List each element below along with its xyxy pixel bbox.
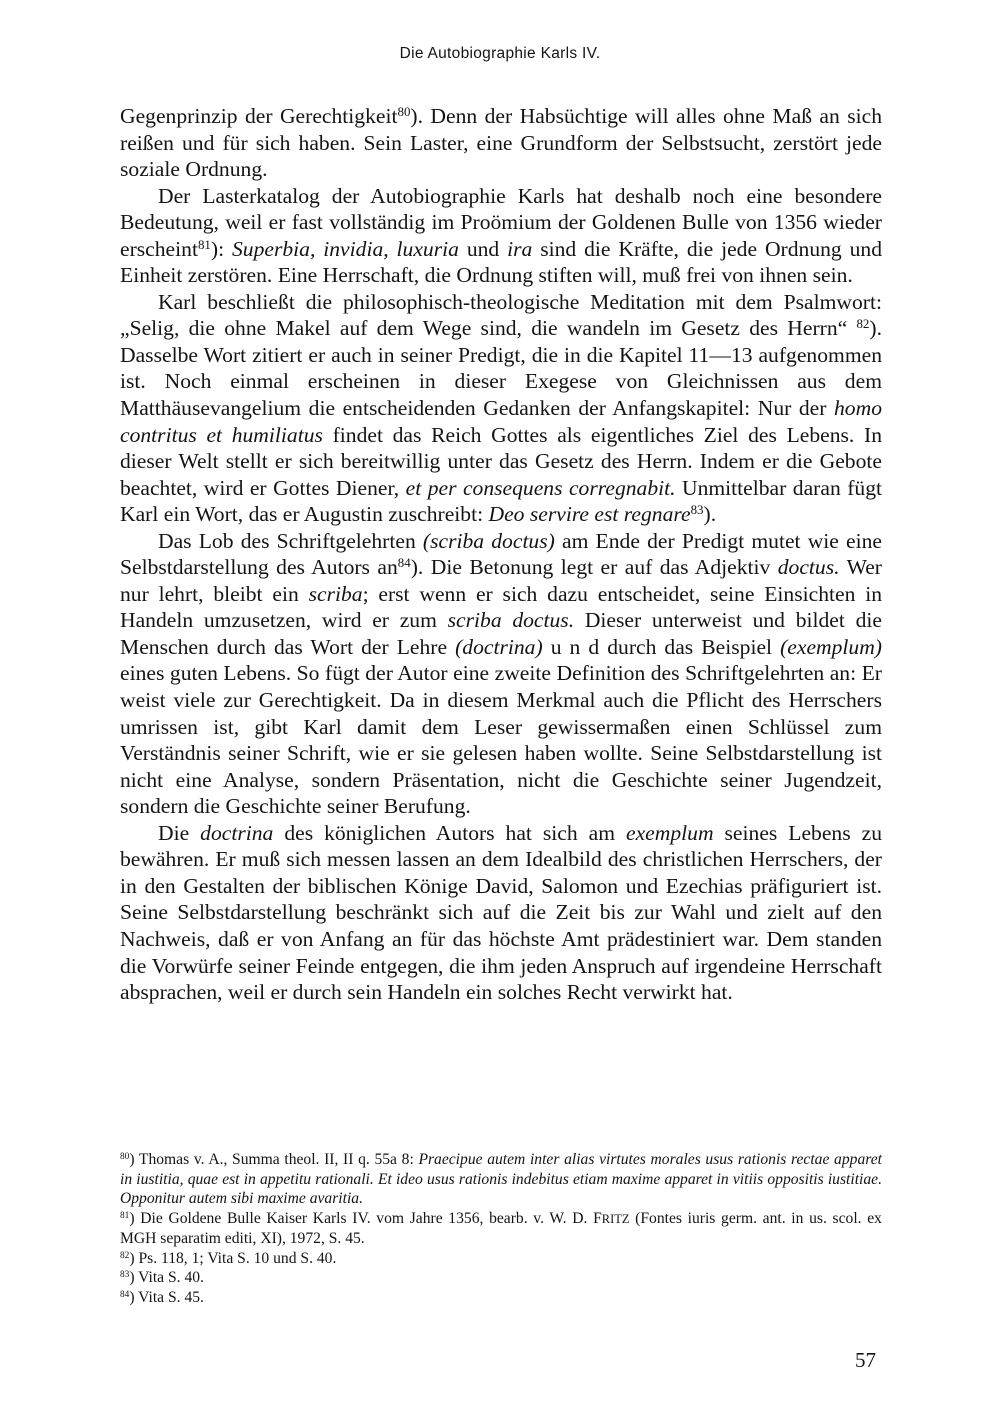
running-head: Die Autobiographie Karls IV. bbox=[399, 45, 601, 62]
text-run: ; erst wenn er sich dazu entscheidet, seine Einsichten in Handeln umzusetzen, wird er zum bbox=[120, 581, 883, 633]
italic-text: (scriba doctus) bbox=[422, 528, 555, 553]
paragraph bbox=[120, 528, 882, 820]
italic-text: scriba doctus. bbox=[447, 608, 575, 633]
italic-text: Superbia, invidia, luxuria bbox=[232, 236, 459, 261]
italic-text: ira bbox=[507, 236, 533, 261]
text-run: ) Vita S. 45. bbox=[129, 1288, 204, 1306]
text-run: findet das Reich Gottes als eigentliches Ziel des Lebens. In dieser Welt stellt er sich bereitwillig unter das Gesetz des Herrn. Indem er die Gebote beachtet, wird er Gottes Diener, bbox=[120, 422, 882, 500]
text-run: seines Lebens zu bewähren. Er muß sich messen lassen an dem Idealbild des christlichen Herrschers, der in den Gestalten der biblischen Könige David, Salomon und Ezechias präfiguriert ist. Seine Selbstdarstellung beschränkt sich auf die Zeit bis zur Wahl und zielt auf den Nachweis, daß er von Anfang an für das höchste Amt prädestiniert war. Dem standen die Vorwürfe seiner Feinde entgegen, die ihm jeden Anspruch auf irgendeine Herrschaft absprachen, weil er durch sein Handeln ein solches Recht verwirkt hat. bbox=[120, 820, 882, 1005]
text-run: Wer nur lehrt, bleibt ein bbox=[120, 555, 882, 606]
body-text bbox=[120, 103, 882, 1006]
footnote bbox=[120, 1288, 882, 1308]
italic-text: et per consequens corregnabit. bbox=[405, 475, 676, 500]
paragraph bbox=[120, 103, 882, 183]
text-run: Die bbox=[158, 820, 201, 845]
text-run: Gegenprinzip der Gerechtigkeit bbox=[120, 104, 398, 128]
paragraph bbox=[120, 289, 882, 528]
text-run: ) Die Goldene Bulle Kaiser Karls IV. vom Jahre 1356, bearb. v. W. D. F bbox=[129, 1209, 602, 1227]
text-run: ) Vita S. 40. bbox=[129, 1269, 204, 1286]
footnote-ref: 84 bbox=[120, 1289, 130, 1300]
footnote-ref: 80 bbox=[120, 1151, 130, 1162]
footnote bbox=[120, 1249, 882, 1269]
footnote-ref: 83 bbox=[120, 1269, 130, 1280]
text-run: ). Denn der Habsüchtige will alles ohne Maß an sich reißen und für sich haben. Sein Laster, eine Grundform der Selbstsucht, zerstört jede soziale Ordnung. bbox=[120, 104, 883, 182]
text-run: am Ende der Predigt mutet wie eine Selbstdarstellung des Autors an bbox=[120, 528, 883, 580]
text-run: u n d durch das Beispiel bbox=[542, 634, 781, 659]
footnote-ref: 81 bbox=[197, 236, 211, 252]
italic-text: Deo servire est regnare bbox=[488, 502, 691, 527]
paragraph bbox=[120, 183, 882, 289]
italic-text: homo contritus et humiliatus bbox=[120, 396, 882, 447]
text-run: ). bbox=[703, 502, 717, 527]
text-run: Karl beschließt die philosophisch-theologische Meditation mit dem Psalmwort: „Selig, die ohne Makel auf dem Wege sind, die wandeln im Gesetz des Herrn“ bbox=[120, 289, 882, 341]
paragraph bbox=[120, 820, 882, 1006]
text-run: Das Lob des Schriftgelehrten bbox=[158, 528, 423, 553]
text-run: (Fontes iuris germ. ant. in us. scol. ex MGH separatim editi, XI), 1972, S. 45. bbox=[120, 1209, 882, 1247]
text-run: ). Dasselbe Wort zitiert er auch in seiner Predigt, die in die Kapitel 11—13 aufgenommen ist. Noch einmal erscheinen in dieser Exegese von Gleichnissen aus dem Matthäusevangelium die entscheidenden Gedanken der Anfangskapitel: Nur der bbox=[120, 316, 882, 421]
text-run: sind die Kräfte, die jede Ordnung und Einheit zerstören. Eine Herrschaft, die Ordnung stiften will, muß frei von ihnen sein. bbox=[120, 236, 883, 288]
footnote-ref: 84 bbox=[397, 555, 411, 571]
text-run: RITZ bbox=[601, 1211, 630, 1226]
footnotes bbox=[120, 1150, 882, 1307]
italic-text: doctrina bbox=[200, 820, 274, 845]
footnote-ref: 82 bbox=[120, 1250, 130, 1261]
text-run: und bbox=[458, 236, 508, 261]
footnote bbox=[120, 1150, 882, 1209]
italic-text: scriba bbox=[308, 581, 363, 606]
text-run: eines guten Lebens. So fügt der Autor eine zweite Definition des Schriftgelehrten an: Er weist viele zur Gerechtigkeit. Da in diesem Merkmal auch die Pflicht des Herrschers umrissen ist, gibt Karl damit dem Leser gewissermaßen einen Schlüssel zum Verständnis seiner Schrift, wie er sie gelesen haben wollte. Seine Selbstdarstellung ist nicht eine Analyse, sondern Präsentation, nicht die Geschichte seiner Jugendzeit, sondern die Geschichte seiner Berufung. bbox=[120, 661, 882, 819]
italic-text: (doctrina) bbox=[455, 634, 543, 659]
footnote-ref: 83 bbox=[690, 502, 704, 518]
footnote-ref: 81 bbox=[120, 1210, 130, 1221]
italic-text: exemplum bbox=[626, 820, 714, 845]
footnote bbox=[120, 1268, 882, 1288]
footnote-ref: 82 bbox=[856, 316, 870, 332]
text-run: ) Ps. 118, 1; Vita S. 10 und S. 40. bbox=[129, 1249, 337, 1267]
page-number: 57 bbox=[855, 1348, 876, 1372]
footnote-ref: 80 bbox=[397, 103, 411, 119]
italic-text: (exemplum) bbox=[780, 634, 882, 659]
text-run: ) Thomas v. A., Summa theol. II, II q. 55a 8: bbox=[129, 1151, 419, 1168]
text-run: ): bbox=[210, 236, 232, 261]
text-run: Der Lasterkatalog der Autobiographie Karls hat deshalb noch eine besondere Bedeutung, weil er fast vollständig im Proömium der Goldenen Bulle von 1356 wieder erscheint bbox=[120, 183, 882, 261]
text-run: ). Die Betonung legt er auf das Adjektiv bbox=[410, 555, 778, 580]
italic-text: Praecipue autem inter alias virtutes morales usus rationis rectae apparet in iustitia, quae est in appetitu rationali. Et ideo usus rationis indebitus etiam maxime apparet in vitiis oppositis iustitiae. Opponitur autem sibi maxime avaritia. bbox=[120, 1151, 882, 1207]
italic-text: doctus. bbox=[777, 555, 840, 580]
text-run: Unmittelbar daran fügt Karl ein Wort, das er Augustin zuschreibt: bbox=[120, 475, 882, 527]
text-run: Dieser unterweist und bildet die Menschen durch das Wort der Lehre bbox=[120, 608, 882, 659]
text-run: des königlichen Autors hat sich am bbox=[273, 820, 627, 845]
footnote bbox=[120, 1209, 882, 1249]
